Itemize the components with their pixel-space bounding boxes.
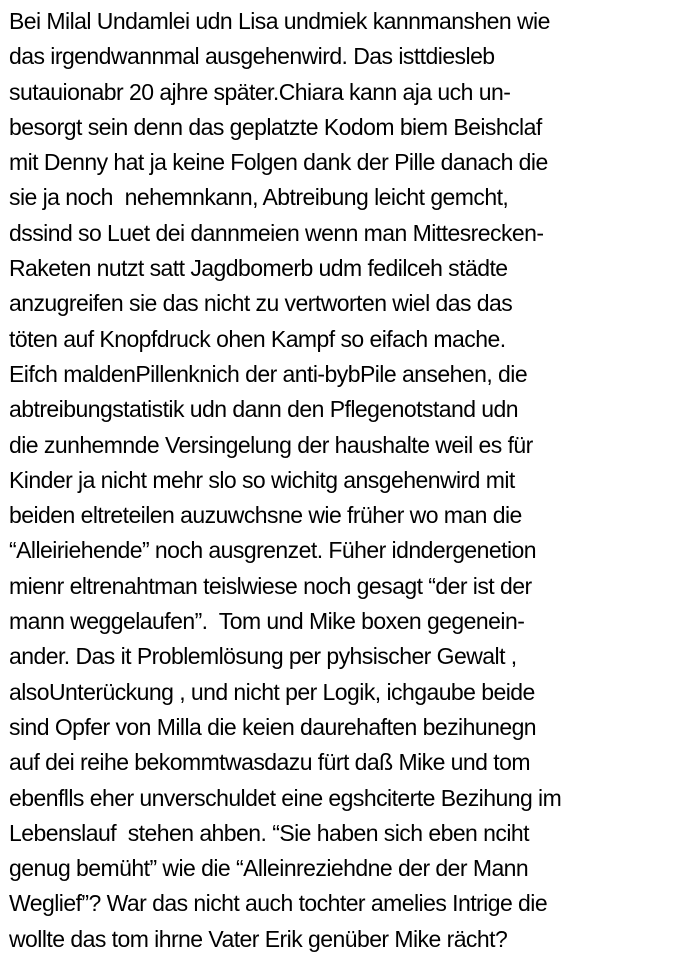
text-line: anzugreifen sie das nicht zu vertworten wiel das das	[9, 290, 513, 317]
document-body-text	[9, 4, 681, 957]
text-line: ander. Das it Problemlösung per pyhsischer Gewalt ,	[9, 643, 517, 670]
text-line: Eifch maldenPillenknich der anti-bybPile ansehen, die	[9, 360, 528, 387]
text-line: alsoUnterückung , und nicht per Logik, ichgaube beide	[9, 678, 535, 705]
text-line: sutauionabr 20 ajhre später.Chiara kann aja uch un-	[9, 78, 511, 105]
text-line: besorgt sein denn das geplatzte Kodom biem Beishclaf	[9, 113, 542, 140]
text-line: auf dei reihe bekommtwasdazu fürt daß Mike und tom	[9, 749, 530, 776]
text-line: dssind so Luet dei dannmeien wenn man Mittesrecken-	[9, 219, 544, 246]
text-line: “Alleiriehende” noch ausgrenzet. Füher idndergenetion	[9, 537, 537, 564]
text-line: Raketen nutzt satt Jagdbomerb udm fedilceh städte	[9, 255, 508, 282]
text-line: töten auf Knopfdruck ohen Kampf so eifach mache.	[9, 325, 506, 352]
text-line: wollte das tom ihrne Vater Erik genüber Mike rächt?	[9, 925, 508, 952]
text-line: beiden eltreteilen auzuwchsne wie früher wo man die	[9, 502, 522, 529]
text-line: Lebenslauf stehen ahben. “Sie haben sich eben nciht	[9, 819, 529, 846]
text-line: die zunhemnde Versingelung der haushalte weil es für	[9, 431, 533, 458]
text-line: Bei Milal Undamlei udn Lisa undmiek kannmanshen wie	[9, 8, 550, 34]
text-line: genug bemüht” wie die “Alleinreziehdne der der Mann	[9, 855, 529, 882]
text-line: sie ja noch nehemnkann, Abtreibung leicht gemcht,	[9, 184, 509, 211]
text-line: mit Denny hat ja keine Folgen dank der Pille danach die	[9, 149, 548, 176]
text-line: abtreibungstatistik udn dann den Pflegenotstand udn	[9, 396, 519, 423]
text-line: mienr eltrenahtman teislwiese noch gesagt “der ist der	[9, 572, 532, 599]
text-line: Weglief”? War das nicht auch tochter amelies Intrige die	[9, 890, 548, 917]
text-line: sind Opfer von Milla die keien daurehaften bezihunegn	[9, 713, 537, 740]
text-line: ebenflls eher unverschuldet eine egshciterte Bezihung im	[9, 784, 562, 811]
text-line: das irgendwannmal ausgehenwird. Das isttdiesleb	[9, 43, 495, 70]
text-line: Kinder ja nicht mehr slo so wichitg ansgehenwird mit	[9, 466, 515, 493]
text-line: mann weggelaufen”. Tom und Mike boxen gegenein-	[9, 608, 525, 635]
